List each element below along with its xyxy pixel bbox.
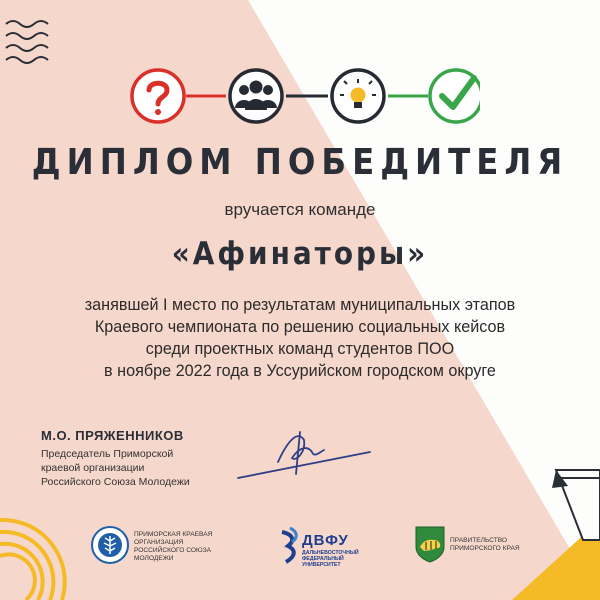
award-line: в ноябре 2022 года в Уссурийском городском округе — [104, 362, 496, 380]
team-icon — [230, 70, 282, 122]
dvfu-line: ДАЛЬНЕВОСТОЧНЫЙ — [302, 550, 359, 556]
rsm-logo-icon — [90, 525, 130, 565]
dvfu-full-name — [302, 550, 359, 568]
government-logo-line: ПРИМОРСКОГО КРАЯ — [450, 545, 520, 552]
rsm-logo-line: ПРИМОРСКАЯ КРАЕВАЯ — [134, 531, 213, 538]
question-mark-icon — [132, 70, 184, 122]
steps-row — [128, 66, 480, 130]
rsm-logo-line: МОЛОДЕЖИ — [134, 555, 174, 562]
diploma-subtitle: вручается команде — [224, 200, 376, 219]
primorsky-coat-of-arms-icon — [414, 525, 446, 563]
government-logo-line: ПРАВИТЕЛЬСТВО — [450, 537, 508, 544]
dvfu-line: УНИВЕРСИТЕТ — [302, 562, 341, 568]
lightbulb-icon — [332, 70, 384, 122]
dvfu-abbr: ДВФУ — [302, 532, 349, 549]
checkmark-icon — [430, 70, 480, 122]
rsm-logo-text — [134, 531, 212, 563]
team-name: «Афинаторы» — [171, 236, 429, 272]
signer-role — [41, 447, 190, 489]
government-logo-text — [450, 537, 520, 553]
dvfu-line: ФЕДЕРАЛЬНЫЙ — [302, 556, 344, 562]
diploma-title: ДИПЛОМ ПОБЕДИТЕЛЯ — [31, 142, 569, 183]
award-description — [0, 294, 600, 382]
dvfu-logo-icon — [278, 524, 300, 568]
rsm-logo-line: ОРГАНИЗАЦИЯ — [134, 539, 184, 546]
award-line: Краевого чемпионата по решению социальных кейсов — [94, 318, 506, 336]
award-line: среди проектных команд студентов ПОО — [145, 340, 455, 358]
award-line: занявшей I место по результатам муниципальных этапов — [84, 296, 516, 314]
signer-role-line: Председатель Приморской — [41, 448, 174, 460]
rsm-logo-line: РОССИЙСКОГО СОЮЗА — [134, 547, 211, 554]
pencil-icon — [552, 470, 600, 540]
signer-role-line: Российского Союза Молодежи — [41, 476, 190, 488]
signer-role-line: краевой организации — [41, 462, 145, 474]
signer-name: М.О. ПРЯЖЕННИКОВ — [41, 428, 184, 443]
